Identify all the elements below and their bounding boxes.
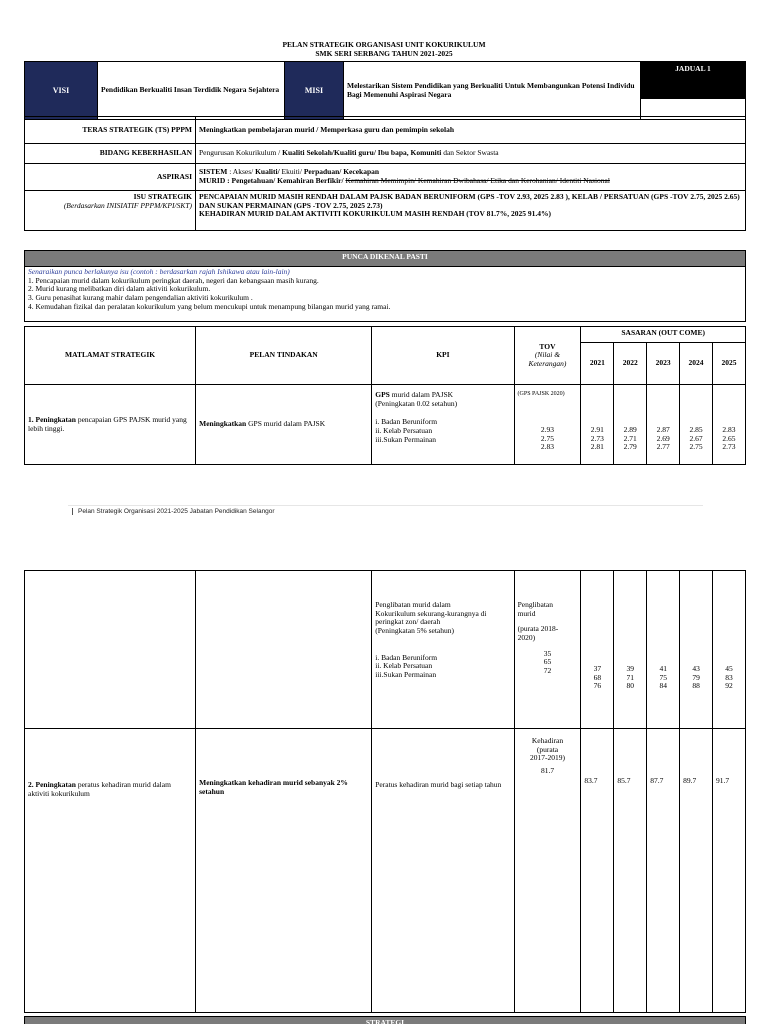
aspirasi-sistem-d: Perpaduan/ Kecekapan: [303, 167, 380, 177]
target-value: 2.73: [722, 442, 736, 452]
row3-pelan: Meningkatkan kehadiran murid sebanyak 2% setahun: [196, 729, 372, 1013]
col-sasaran-header: SASARAN (OUT COME): [581, 327, 746, 343]
row3-tov-value: 81.7: [540, 765, 555, 775]
target-value: 2.77: [656, 442, 670, 452]
row1-matlamat: [25, 385, 196, 465]
misi-label: MISI: [285, 62, 344, 120]
target-value: 2.91: [590, 425, 604, 434]
strategi-header: STRATEGI: [365, 1018, 405, 1024]
target-value: 41: [659, 664, 667, 673]
row2-kpi-item: iii.Sukan Permainan: [375, 669, 437, 679]
target-value: 88: [692, 681, 700, 691]
row2-target-2024: [680, 571, 713, 729]
target-value: 43: [692, 664, 700, 673]
tov-header-sub: (Nilai & Keterangan): [528, 350, 567, 368]
jadual-label: JADUAL 1: [641, 62, 746, 99]
year-header: 2024: [680, 343, 713, 385]
row1-pelan: [196, 385, 372, 465]
row1-target-2024: [680, 385, 713, 465]
target-value: 2.85: [689, 425, 703, 434]
row2-tov-line: (purata 2018-: [517, 624, 559, 634]
isu-text-2: KEHADIRAN MURID DALAM AKTIVITI KOKURIKULUM MASIH RENDAH (TOV 81.7%, 2025 91.4%): [199, 209, 552, 219]
row2-target-2025: [713, 571, 746, 729]
year-header: 2023: [647, 343, 680, 385]
aspirasi-murid-a: : Pengetahuan/ Kemahiran Berfikir/: [227, 176, 344, 185]
target-value: 2.83: [722, 425, 736, 434]
row3-target-2024: 89.7: [680, 729, 713, 1013]
row1-pelan-rest: GPS murid dalam PAJSK: [248, 419, 326, 429]
visi-misi-table: [24, 61, 746, 120]
row1-kpi-item: iii.Sukan Permainan: [375, 434, 437, 444]
isu-label: ISU STRATEGIK: [133, 192, 192, 201]
isu-label-cell: [25, 191, 196, 231]
target-value: 2.75: [689, 442, 703, 452]
plan-table-page1: [24, 326, 746, 465]
row2-pelan: [196, 571, 372, 729]
row2-kpi-line: (Peningkatan 5% setahun): [375, 625, 454, 635]
target-value: 75: [659, 672, 667, 682]
punca-item: 2. Murid kurang melibatkan diri dalam aktiviti kokurikulum.: [28, 284, 211, 294]
year-header: 2025: [712, 343, 745, 385]
row3-target-2021: 83.7: [581, 729, 614, 1013]
visi-text: Pendidikan Berkualiti Insan Terdidik Negara Sejahtera: [98, 62, 285, 120]
title-line-2: SMK SERI SERBANG TAHUN 2021-2025: [315, 49, 453, 58]
row2-kpi-line: peringkat zon/ daerah: [375, 617, 441, 627]
row3-target-2022: 85.7: [614, 729, 647, 1013]
row2-target-2021: [581, 571, 614, 729]
col-tov-header: [514, 327, 581, 385]
bidang-text-b: Kualiti Sekolah/Kualiti guru/ Ibu bapa, Komuniti: [282, 148, 442, 158]
row1-target-2022: [614, 385, 647, 465]
target-value: 2.89: [623, 425, 637, 434]
row1-kpi-bold: GPS: [375, 390, 390, 399]
row1-tov-note: (GPS PAJSK 2020): [517, 391, 565, 397]
isu-text: [196, 191, 746, 231]
row3-tov-line: 2017-2019): [530, 753, 565, 763]
aspirasi-sistem-label: SISTEM: [199, 167, 228, 177]
footer-text: Pelan Strategik Organisasi 2021-2025 Jabatan Pendidikan Selangor: [72, 508, 275, 515]
visi-label: VISI: [25, 62, 98, 120]
row2-tov-value: 35: [543, 648, 552, 658]
punca-body: [25, 267, 746, 322]
strategi-header-bar: [24, 1016, 746, 1024]
target-value: 80: [626, 681, 635, 691]
row2-tov-line: murid: [517, 608, 536, 618]
row1-tov-value: 2.75: [540, 433, 554, 443]
punca-hint: Senaraikan punca berlakunya isu (contoh : berdasarkan rajah Ishikawa atau lain-lain): [28, 267, 290, 276]
document-title: [0, 40, 768, 58]
punca-item: 4. Kemudahan fizikal dan peralatan kokurikulum yang belum mencukupi untuk menampung bilangan murid yang ramai.: [28, 301, 391, 311]
teras-text: Meningkatkan pembelajaran murid / Memperkasa guru dan pemimpin sekolah: [196, 117, 746, 144]
row3-tov: [514, 729, 581, 1013]
aspirasi-sistem-a: : Akses/: [229, 167, 254, 177]
target-value: 37: [593, 664, 602, 673]
row2-kpi-item: ii. Kelab Persatuan: [375, 661, 433, 671]
year-header: 2022: [614, 343, 647, 385]
aspirasi-text: [196, 164, 746, 191]
target-value: 2.69: [656, 433, 670, 443]
target-value: 83: [725, 672, 733, 682]
isu-text-1: PENCAPAIAN MURID MASIH RENDAH DALAM PAJSK BADAN BERUNIFORM (GPS -TOV 2.93, 2025 2.83 ), KELAB / PERSATUAN (GPS -TOV 2.75, 2025 2.65) DAN SUKAN PERMAINAN (GPS -TOV 2.75, 2025 2.73): [199, 192, 740, 210]
row1-target-2023: [647, 385, 680, 465]
row3-target-2025: 91.7: [713, 729, 746, 1013]
target-value: 39: [626, 664, 635, 673]
row2-tov-value: 65: [543, 657, 552, 667]
row3-tov-line: (purata: [536, 744, 559, 754]
row2-kpi-line: Penglibatan murid dalam: [375, 600, 451, 609]
col-pelan-header: PELAN TINDAKAN: [196, 327, 372, 385]
target-value: 45: [725, 664, 733, 673]
row3-kpi: Peratus kehadiran murid bagi setiap tahun: [372, 729, 514, 1013]
punca-header: PUNCA DIKENAL PASTI: [25, 251, 746, 267]
aspirasi-sistem-b: Kualiti/: [255, 167, 280, 177]
punca-item: 1. Pencapaian murid dalam kokurikulum peringkat daerah, negeri dan kebangsaan masih kurang.: [28, 275, 319, 285]
bidang-text: [196, 144, 746, 164]
bidang-label: BIDANG KEBERHASILAN: [25, 144, 196, 164]
aspirasi-murid-b: Kemahiran Memimpin/ Kemahiran Dwibahasa/ Etika dan Kerohanian/ Identiti Nasional: [345, 176, 610, 185]
target-value: 2.79: [623, 442, 637, 452]
row3-matlamat: [25, 729, 196, 1013]
footer-rule: [68, 505, 703, 506]
year-header: 2021: [581, 343, 614, 385]
target-value: 76: [593, 681, 602, 691]
target-value: 2.71: [623, 433, 637, 443]
row2-tov-line: Penglibatan: [517, 600, 554, 609]
row2-target-2023: [647, 571, 680, 729]
target-value: 2.65: [722, 433, 736, 443]
target-value: 84: [659, 681, 667, 691]
row1-kpi-sub: (Peningkatan 0.02 setahun): [375, 398, 458, 408]
info-table: [24, 116, 746, 231]
punca-table: [24, 250, 746, 322]
target-value: 79: [692, 672, 700, 682]
row2-matlamat: [25, 571, 196, 729]
target-value: 2.67: [689, 433, 703, 443]
isu-sublabel: (Berdasarkan INISIATIF PPPM/KPI/SKT): [63, 200, 192, 210]
col-kpi-header: KPI: [372, 327, 514, 385]
punca-item: 3. Guru penasihat kurang mahir dalam pengendalian aktiviti kokurikulum .: [28, 292, 253, 302]
row1-matlamat-bold: 1. Peningkatan: [28, 414, 76, 424]
row1-pelan-bold: Meningkatkan: [199, 419, 247, 429]
teras-label: TERAS STRATEGIK (TS) PPPM: [25, 117, 196, 144]
row3-tov-line: Kehadiran: [531, 736, 564, 745]
target-value: 71: [626, 672, 635, 682]
row1-kpi-item: i. Badan Beruniform: [375, 417, 438, 427]
target-value: 2.81: [590, 442, 604, 452]
row1-kpi: [372, 385, 514, 465]
row1-kpi-rest: murid dalam PAJSK: [391, 390, 454, 399]
title-line-1: PELAN STRATEGIK ORGANISASI UNIT KOKURIKULUM: [282, 40, 486, 49]
row3-target-2023: 87.7: [647, 729, 680, 1013]
row1-kpi-item: ii. Kelab Persatuan: [375, 425, 433, 435]
aspirasi-label: ASPIRASI: [25, 164, 196, 191]
bidang-text-a: Pengurusan Kokurikulum /: [199, 148, 281, 158]
target-value: 68: [593, 672, 602, 682]
aspirasi-murid-label: MURID: [199, 176, 226, 185]
row1-target-2021: [581, 385, 614, 465]
row1-matlamat-rest: pencapaian GPS PAJSK murid yang lebih tinggi.: [28, 414, 187, 433]
row2-kpi-line: Kokurikulum sekurang-kurangnya di: [375, 608, 487, 618]
bidang-text-c: dan Sektor Swasta: [443, 148, 499, 158]
row2-tov-value: 72: [543, 665, 552, 675]
aspirasi-sistem-c: Ekuiti/: [281, 167, 302, 177]
row3-matlamat-rest: peratus kehadiran murid dalam aktiviti kokurikulum: [28, 780, 171, 798]
tov-header-label: TOV: [539, 341, 556, 351]
row2-kpi-item: i. Badan Beruniform: [375, 652, 438, 662]
row1-tov-value: 2.83: [540, 442, 554, 452]
row2-tov: [514, 571, 581, 729]
row1-target-2025: [712, 385, 745, 465]
row1-tov: [514, 385, 581, 465]
target-value: 2.87: [656, 425, 670, 434]
target-value: 92: [725, 681, 733, 691]
plan-table-page2: [24, 570, 746, 1013]
target-value: 2.73: [590, 433, 604, 443]
row2-tov-line: 2020): [517, 632, 536, 642]
row2-target-2022: [614, 571, 647, 729]
row1-tov-value: 2.93: [540, 424, 554, 434]
row3-matlamat-bold: 2. Peningkatan: [28, 780, 76, 789]
row2-kpi: [372, 571, 514, 729]
misi-text: Melestarikan Sistem Pendidikan yang Berkualiti Untuk Membangunkan Potensi Individu Bagi Memenuhi Aspirasi Negara: [344, 62, 641, 120]
col-matlamat-header: MATLAMAT STRATEGIK: [25, 327, 196, 385]
